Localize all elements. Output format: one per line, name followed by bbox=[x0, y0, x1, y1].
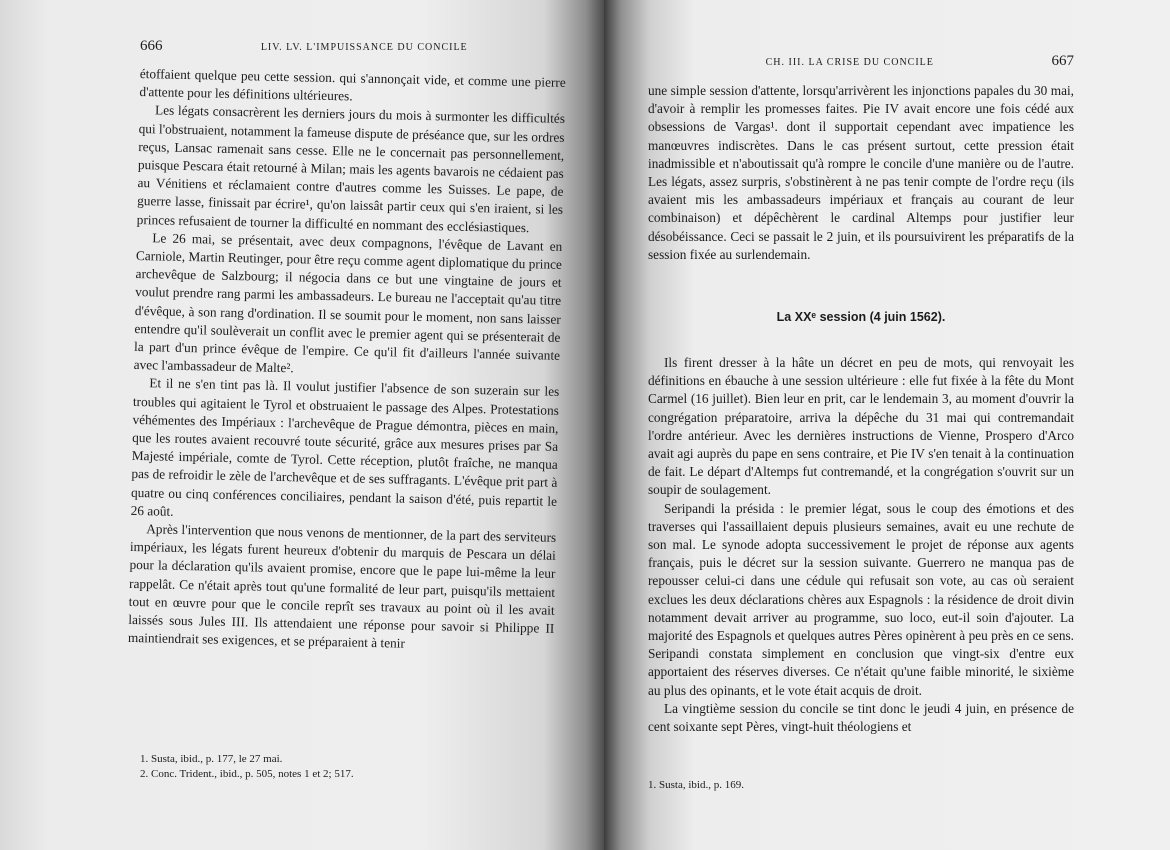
right-page bbox=[604, 0, 1170, 850]
left-footnote-1: 1. Susta, ibid., p. 177, le 27 mai. bbox=[140, 753, 283, 765]
left-body-text bbox=[128, 65, 566, 656]
left-running-head bbox=[140, 38, 566, 55]
right-paragraph-4: La vingtième session du concile se tint donc le jeudi 4 juin, en présence de cent soixante sept Pères, vingt-huit théologiens et bbox=[648, 700, 1074, 735]
right-paragraph-1: une simple session d'attente, lorsqu'arrivèrent les injonctions papales du 30 mai, d'avoir à remplir les promesses faites. Pie IV avait encore une fois cédé aux obsessions de Vargas¹. dont il supportait cependant avec impatience les manœuvres indiscrètes. Dans le cas présent surtout, cette pression était inadmissible et n'aboutissait qu'à rompre le concile d'une manière ou de l'autre. Les légats, assez surpris, s'obstinèrent à ne pas tenir compte de l'ordre reçu (ils avaient mis les ambassadeurs impériaux et français au courant de leur combinaison) et dépêchèrent le cardinal Altemps pour justifier leur désobéissance. Ceci se passait le 2 juin, et ils poursuivirent les préparatifs de la session fixée au surlendemain. bbox=[648, 83, 1074, 262]
left-paragraph-3: Le 26 mai, se présentait, avec deux compagnons, l'évêque de Lavant en Carniole, Martin Reutinger, pour être reçu comme agent diplomatique du prince archevêque de Salzbourg; il négocia dans ce but une vingtaine de jours et voulut prendre rang parmi les ambassadeurs. Le bureau ne l'acceptait qu'au titre d'évêque, à son rang d'ordination. Il se soumit pour le moment, non sans laisser entendre qu'il soulèverait un conflit avec le premier agent qui se présenterait de la part d'un prince évêque de l'empire. Ce qu'il fit d'ailleurs l'année suivante avec l'ambassadeur de Malte². bbox=[133, 230, 563, 376]
right-paragraph-2: Ils firent dresser à la hâte un décret en peu de mots, qui renvoyait les définitions en ébauche à une session ultérieure : elle fut fixée à la fête du Mont Carmel (16 juillet). Bien leur en prit, car le lendemain 3, au moment d'ouvrir la congrégation préparatoire, arriva la dépêche du 31 mai qui contremandait l'ordre antérieur. Avec les dernières instructions de Vienne, Prospero d'Arco avait agi auprès du pape en sens contraire, et Pie IV s'en tenait à la continuation de fait. Le départ d'Altemps fut contremandé, et la congrégation s'ouvrit sur un soupir de soulagement. bbox=[648, 355, 1074, 498]
left-paragraph-5: Après l'intervention que nous venons de mentionner, de la part des serviteurs impériaux, les légats furent heureux d'obtenir du marquis de Pescara un délai pour la déclaration qu'ils avaient promise, encore que le pape lui-même la leur rappelât. Ce n'était après tout qu'une formalité de leur part, puisqu'ils mettaient tout en œuvre pour que le concile reprît ses travaux au point où il les avait laissés sous Jules III. Ils attendaient une réponse pour savoir si Philippe II maintiendrait ses exigences, et se préparaient à tenir bbox=[127, 521, 557, 651]
left-page-number: 666 bbox=[140, 38, 163, 54]
left-footnotes bbox=[140, 752, 354, 782]
left-paragraph-2: Les légats consacrèrent les derniers jours du mois à surmonter les difficultés qui l'obstruaient, notamment la fameuse dispute de préséance que, sur les ordres reçus, Lansac ramenait sans cesse. Elle ne le concernait pas personnellement, puisque Pescara était retourné à Milan; mais les agents bavarois ne cédaient pas au Vénitiens et réclamaient contre d'autres comme les Suisses. Le pape, de guerre lasse, finissait par écrire¹, qu'on laissât partir ceux qui s'en iraient, si les princes refusaient de tourner la difficulté en nommant des ecclésiastiques. bbox=[136, 102, 566, 235]
section-heading: La XXᵉ session (4 juin 1562). bbox=[776, 310, 946, 325]
left-running-title: LIV. LV. L'IMPUISSANCE DU CONCILE bbox=[260, 42, 468, 53]
left-paragraph-4: Et il ne s'en tint pas là. Il voulut justifier l'absence de son suzerain sur les troubles qui agitaient le Tyrol et obstruaient le passage des Alpes. Protestations véhémentes des Impériaux : l'archevêque de Prague démontra, pièces en main, que les routes avaient recouvré toute sécurité, grâce aux mesures prises par Sa Majesté impériale, comte de Tyrol. Cette réception, plutôt fraîche, ne manqua pas de refroidir le zèle de l'archevêque et de ses suffragants. L'évêque prit part à quatre ou cinq conférences conciliaires, pendant la saison d'été, puis repartit le 26 août. bbox=[130, 375, 560, 519]
left-paragraph-1: étoffaient quelque peu cette session. qui s'annonçait vide, et comme une pierre d'attente pour les définitions ultérieures. bbox=[139, 65, 566, 104]
left-footnote-2: 2. Conc. Trident., ibid., p. 505, notes 1 et 2; 517. bbox=[140, 768, 354, 780]
right-footnotes bbox=[648, 778, 744, 793]
right-running-title: CH. III. LA CRISE DU CONCILE bbox=[765, 57, 934, 68]
right-footnote-1: 1. Susta, ibid., p. 169. bbox=[648, 779, 744, 791]
right-running-head bbox=[648, 53, 1074, 70]
right-body-text bbox=[648, 82, 1074, 736]
right-paragraph-3: Seripandi la présida : le premier légat, sous le coup des émotions et des traverses qui l'assaillaient depuis plusieurs semaines, avait eu une rechute de son mal. Le synode adopta successivement le projet de réponse aux agents français, puis le décret sur la session suivante. Guerrero ne manqua pas de repousser celui-ci dans une cédule qui refusait son vote, au cas où seraient exclues les deux déclarations chères aux Espagnols : la résidence de droit divin notamment devait arriver au programme, suo loco, eut-il soin d'ajouter. La majorité des Espagnols et quelques autres Pères opinèrent à peu près en ce sens. Seripandi constata simplement en conclusion que vingt-six d'entre eux apportaient des réserves diverses. Ce n'était qu'une faible minorité, le sixième au plus des opinants, et le vote était acquis de droit. bbox=[648, 500, 1074, 698]
right-page-number: 667 bbox=[1051, 53, 1074, 69]
